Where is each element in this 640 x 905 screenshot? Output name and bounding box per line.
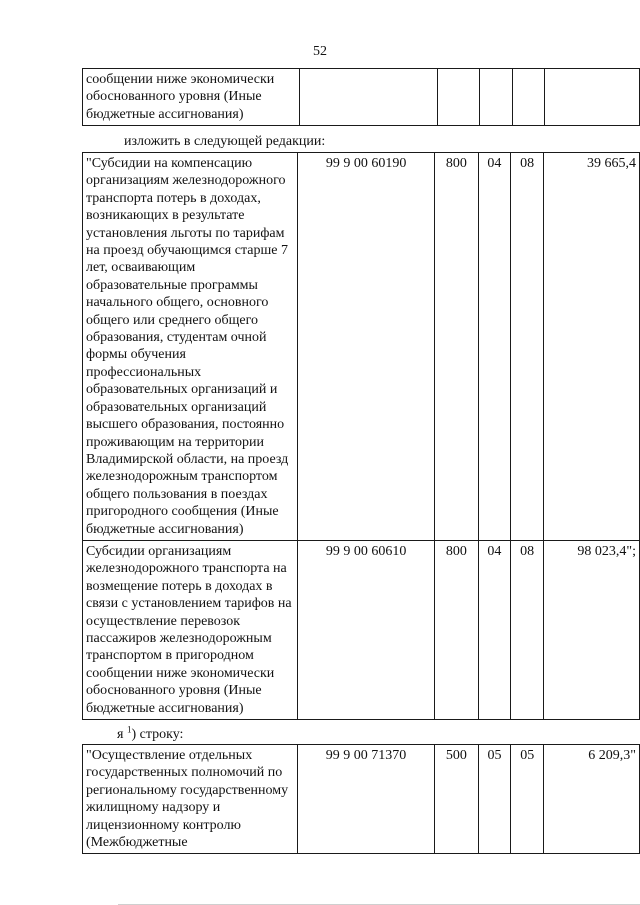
instruction-text-2	[117, 726, 183, 743]
row-code: 99 9 00 60190	[298, 153, 435, 541]
row-section: 05	[478, 745, 511, 854]
row-description: "Субсидии на компенсацию организациям железнодорожного транспорта потерь в доходах, возникающих в результате установления льготы по тарифам на проезд обучающимся старше 7 лет, осваивающим образовательные программы начального общего, основного общего или среднего общего образования, студентам очной формы обучения профессиональных образовательных организаций и образовательных организаций высшего образования, постоянно проживающим на территории Владимирской области, на проезд железнодорожным транспортом общего пользования в поездах пригородного сообщения (Иные бюджетные ассигнования)	[83, 153, 298, 541]
instruction-text: изложить в следующей редакции:	[124, 134, 326, 149]
row-amount: 39 665,4	[544, 153, 640, 541]
row-section: 04	[478, 540, 511, 719]
row-code: 99 9 00 71370	[297, 745, 434, 854]
row-subsection: 05	[511, 745, 544, 854]
row-expense-type: 800	[435, 153, 478, 541]
row-code: 99 9 00 60610	[298, 540, 435, 719]
instruction-suffix: ) строку:	[131, 727, 184, 742]
footnote-mark: 1	[126, 724, 132, 735]
row-subsection: 08	[511, 153, 544, 541]
row-code	[299, 69, 437, 126]
instruction-prefix: я	[117, 727, 124, 742]
page-number: 52	[313, 44, 327, 59]
row-subsection	[512, 69, 544, 126]
row-amount	[544, 69, 639, 126]
row-amount: 6 209,3"	[544, 745, 640, 854]
row-section: 04	[478, 153, 511, 541]
table-row	[83, 69, 640, 126]
row-expense-type: 500	[435, 745, 478, 854]
row-description: "Осуществление отдельных государственных полномочий по региональному государственному жилищному надзору и лицензионному контролю (Межбюджетные	[83, 745, 298, 854]
table-row	[83, 153, 640, 541]
row-expense-type	[437, 69, 480, 126]
budget-table-fragment-top	[82, 68, 640, 126]
row-expense-type: 800	[435, 540, 478, 719]
table-row	[83, 540, 640, 719]
row-section	[480, 69, 512, 126]
row-description: сообщении ниже экономически обоснованного уровня (Иные бюджетные ассигнования)	[83, 69, 300, 126]
table-row	[83, 745, 640, 854]
row-description: Субсидии организациям железнодорожного транспорта на возмещение потерь в доходах в связи с установлением тарифов на осуществление перевозок пассажиров железнодорожным транспортом в пригородном сообщении ниже экономически обоснованного уровня (Иные бюджетные ассигнования)	[83, 540, 298, 719]
budget-table-new-edition	[82, 152, 640, 720]
row-amount: 98 023,4";	[544, 540, 640, 719]
row-subsection: 08	[511, 540, 544, 719]
budget-table-fragment-bottom	[82, 744, 640, 854]
